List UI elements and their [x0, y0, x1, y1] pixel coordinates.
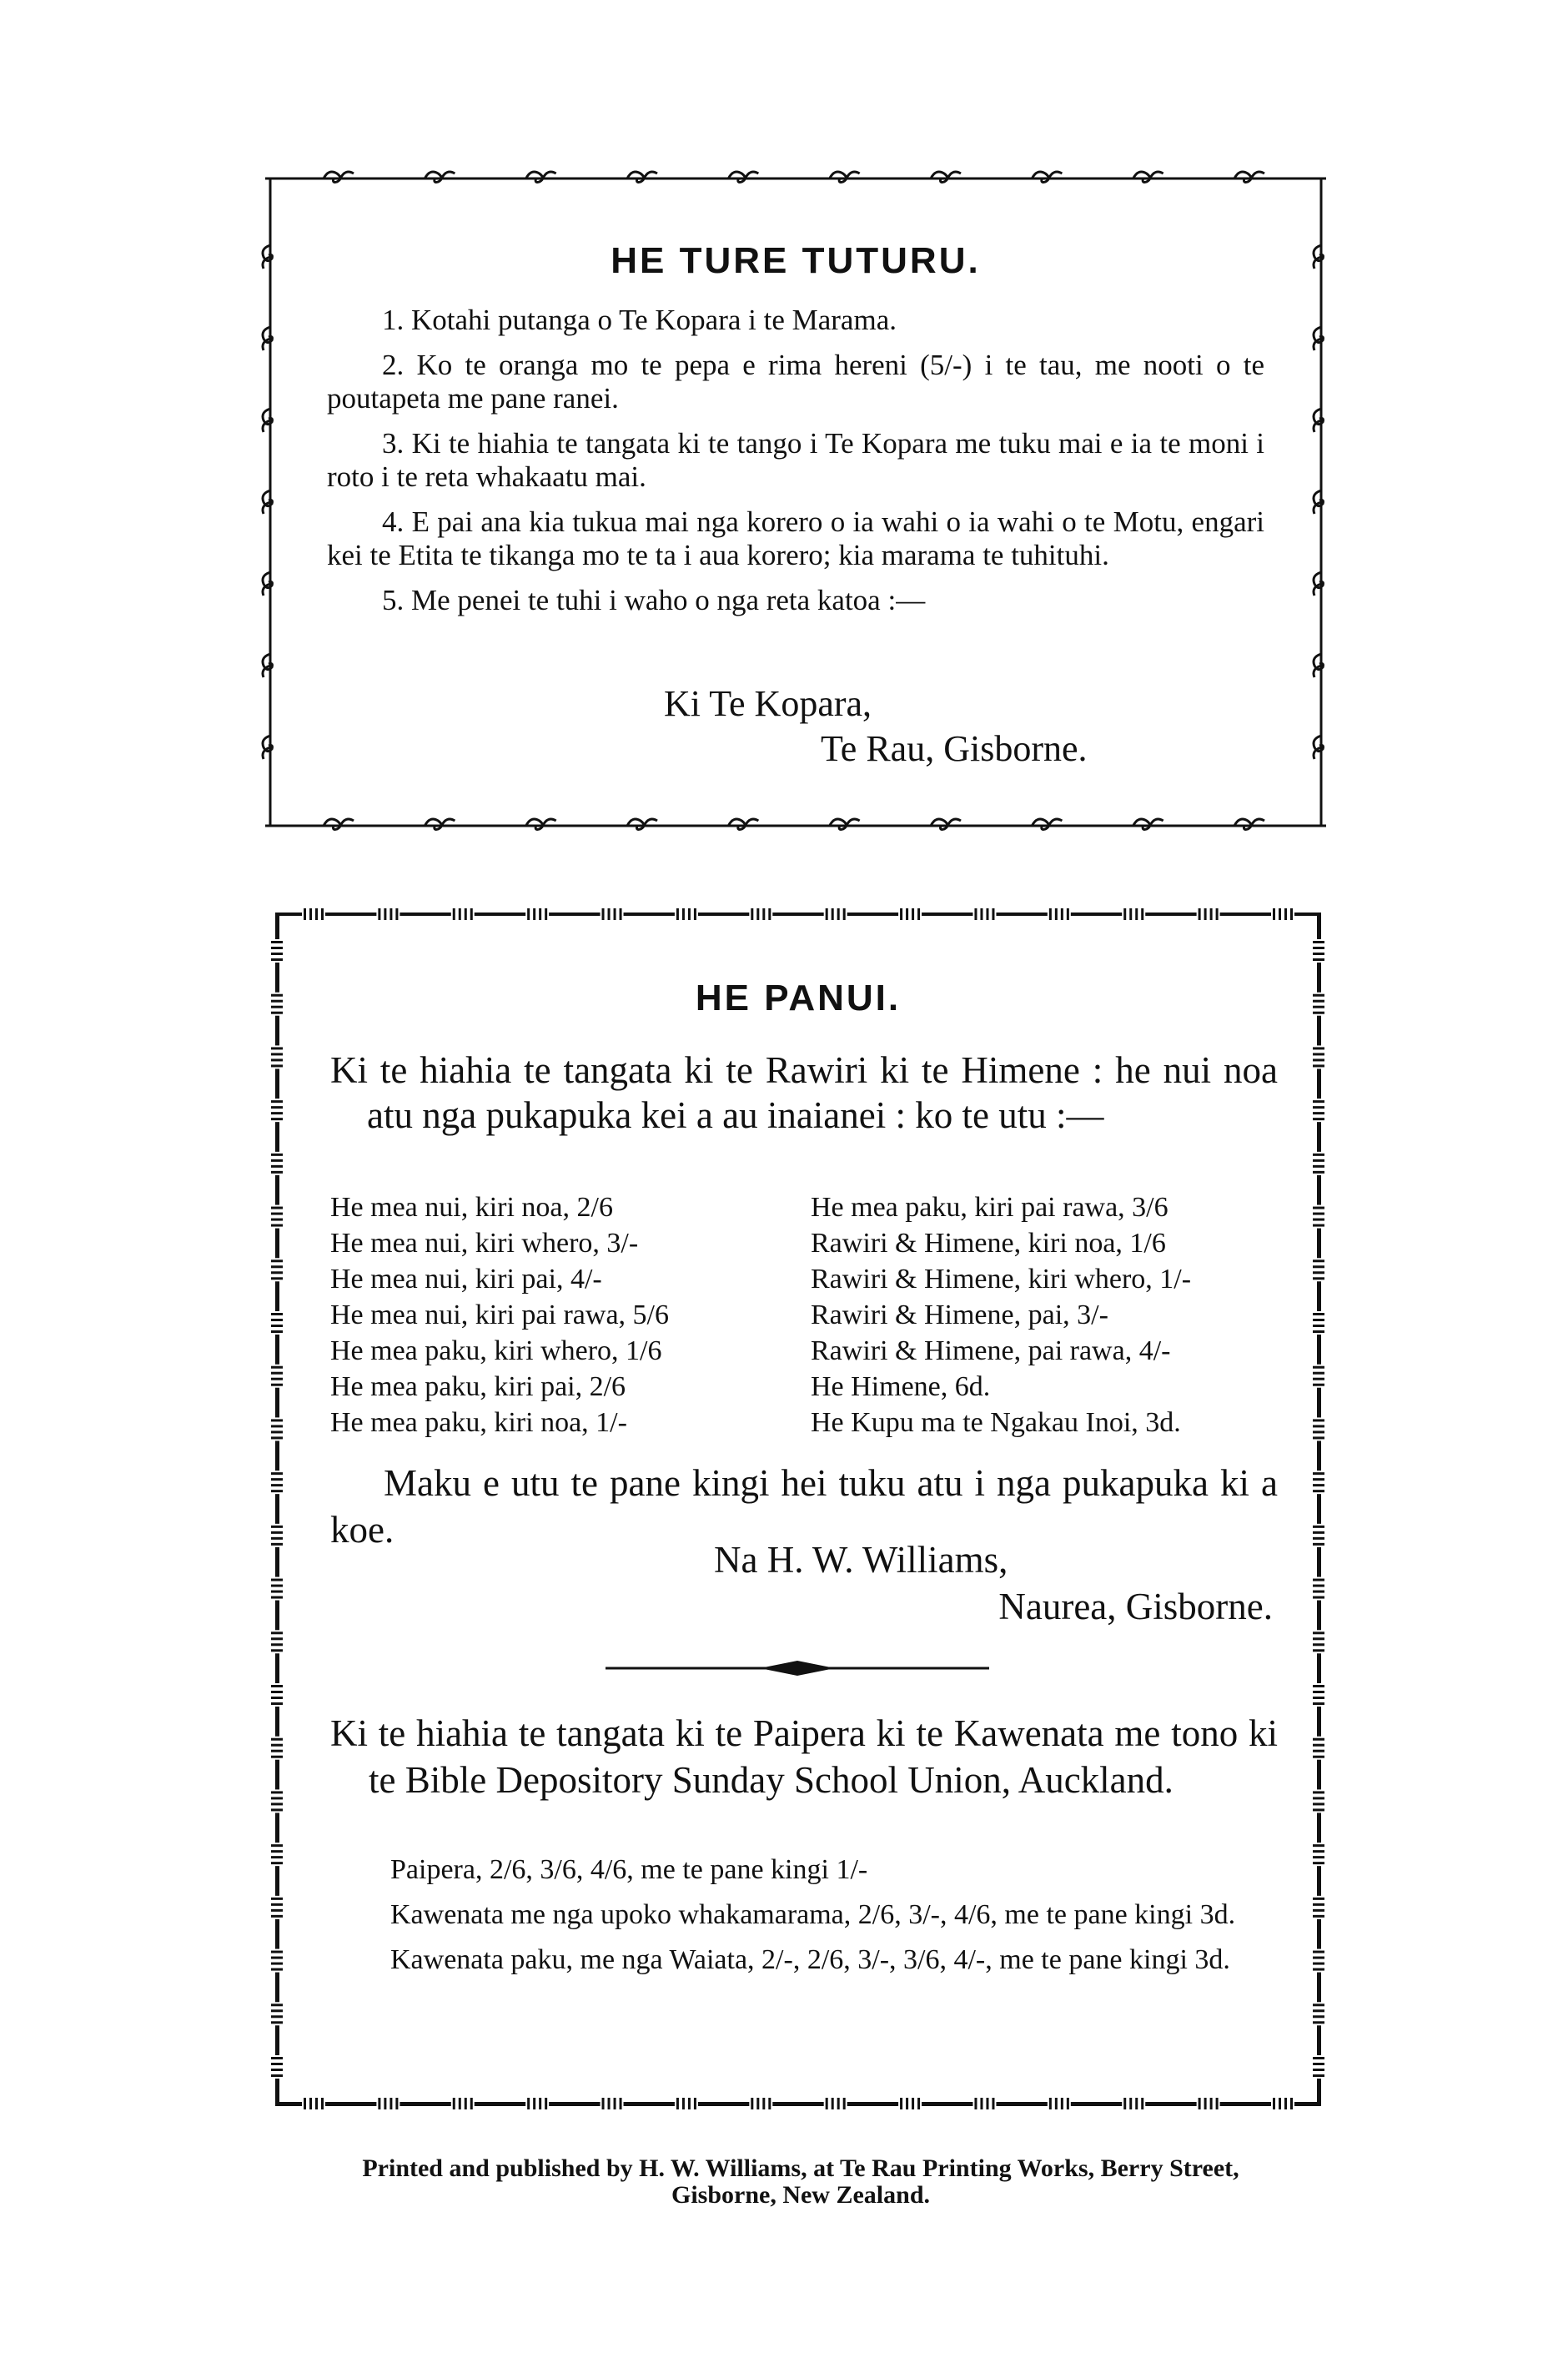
notice-title: HE PANUI. [695, 978, 902, 1018]
signature-name: Na H. W. Williams, [714, 1539, 1008, 1581]
rule-item: 2. Ko te oranga mo te pepa e rima hereni (5/-) i te tau, me nooti o te poutapeta me pane ranei. [327, 349, 1264, 415]
rule-item: 1. Kotahi putanga o Te Kopara i te Marama. [382, 304, 897, 336]
list-item: He mea nui, kiri whero, 3/- [330, 1228, 639, 1259]
list-item: He Kupu ma te Ngakau Inoi, 3d. [811, 1407, 1181, 1438]
price-column-right [811, 1189, 1191, 1440]
list-item: Paipera, 2/6, 3/6, 4/6, me te pane kingi 1/- [390, 1854, 868, 1885]
rule-item: 4. E pai ana kia tukua mai nga korero o ia wahi o ia wahi o te Motu, engari kei te Etita te tikanga mo te ta i aua korero; kia marama te tuhituhi. [327, 505, 1265, 571]
signature-place: Naurea, Gisborne. [998, 1586, 1273, 1627]
bible-price-list [330, 1853, 1278, 1988]
rule-item: 3. Ki te hiahia te tangata ki te tango i Te Kopara me tuku mai e ia te moni i roto i te reta whakaatu mai. [327, 427, 1264, 493]
list-item: Kawenata paku, me nga Waiata, 2/-, 2/6, 3/-, 3/6, 4/-, me te pane kingi 3d. [390, 1944, 1230, 1975]
notice-intro: Ki te hiahia te tangata ki te Rawiri ki te Himene : he nui noa atu nga pukapuka kei a au inaianei : ko te utu :— [330, 1049, 1278, 1136]
rules-box [265, 173, 1326, 831]
closing-note: Maku e utu te pane kingi hei tuku atu i nga pukapuka ki a koe. [330, 1462, 1278, 1551]
bible-notice: Ki te hiahia te tangata ki te Paipera ki te Kawenata me tono ki te Bible Depository Sunday School Union, Auckland. [330, 1712, 1278, 1801]
list-item: Rawiri & Himene, kiri noa, 1/6 [811, 1228, 1166, 1259]
price-column-left [330, 1189, 669, 1440]
list-item: He mea nui, kiri pai rawa, 5/6 [330, 1300, 669, 1330]
address-line-1: Ki Te Kopara, [664, 683, 872, 724]
rules-title: HE TURE TUTURU. [611, 240, 981, 281]
address-line-2: Te Rau, Gisborne. [821, 728, 1088, 769]
list-item: He mea paku, kiri pai rawa, 3/6 [811, 1192, 1168, 1223]
list-item: He mea paku, kiri whero, 1/6 [330, 1335, 662, 1366]
list-item: Kawenata me nga upoko whakamarama, 2/6, 3/-, 4/6, me te pane kingi 3d. [390, 1899, 1236, 1930]
list-item: Rawiri & Himene, kiri whero, 1/- [811, 1264, 1192, 1295]
list-item: He mea nui, kiri pai, 4/- [330, 1264, 602, 1295]
imprint-line-2: Gisborne, New Zealand. [671, 2181, 931, 2209]
imprint-line-1: Printed and published by H. W. Williams, at Te Rau Printing Works, Berry Street, [362, 2154, 1239, 2182]
section-divider [606, 1658, 989, 1678]
rules-list [327, 304, 1264, 629]
notice-box [272, 909, 1324, 2109]
list-item: He mea paku, kiri noa, 1/- [330, 1407, 627, 1438]
printer-imprint [250, 2155, 1351, 2209]
rule-item: 5. Me penei te tuhi i waho o nga reta katoa :— [382, 584, 926, 616]
list-item: He mea paku, kiri pai, 2/6 [330, 1371, 626, 1402]
list-item: He mea nui, kiri noa, 2/6 [330, 1192, 613, 1223]
list-item: Rawiri & Himene, pai rawa, 4/- [811, 1335, 1171, 1366]
list-item: Rawiri & Himene, pai, 3/- [811, 1300, 1108, 1330]
list-item: He Himene, 6d. [811, 1371, 991, 1402]
